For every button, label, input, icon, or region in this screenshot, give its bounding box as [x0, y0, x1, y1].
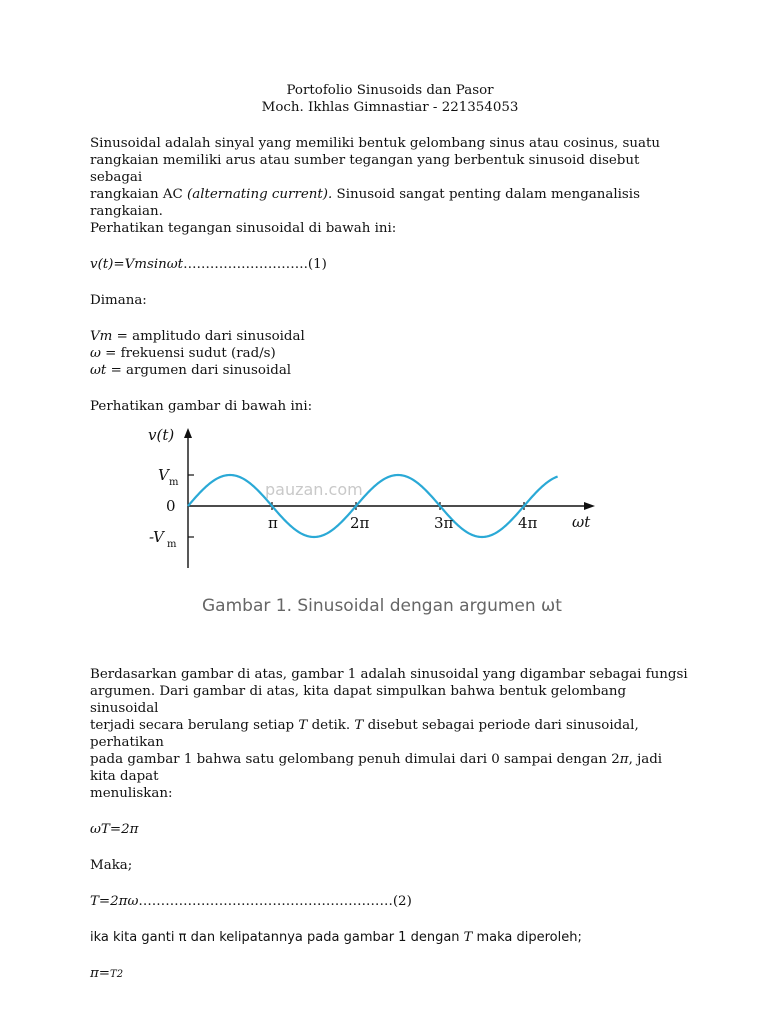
- equation-1: v(t)=Vmsinωt……………………….(1): [90, 257, 327, 272]
- x-axis-label: ωt: [572, 513, 591, 531]
- last-line: ika kita ganti π dan kelipatannya pada gambar 1 dengan T maka diperoleh;: [90, 930, 582, 945]
- doc-title: Portofolio Sinusoids dan Pasor: [286, 83, 494, 98]
- def-omega: ω = frekuensi sudut (rad/s): [90, 346, 276, 361]
- x-axis-arrow: [584, 502, 595, 510]
- intro-line-3: rangkaian AC (alternating current). Sinusoid sangat penting dalam menganalisis rangkaian.: [90, 187, 640, 219]
- y-label-neg-vm: -V: [149, 528, 164, 546]
- equation-pi: π=T2: [90, 966, 124, 981]
- watermark-text: pauzan.com: [265, 480, 363, 499]
- y-label-neg-vm-sub: m: [167, 539, 177, 550]
- doc-author: Moch. Ikhlas Gimnastiar - 221354053: [261, 100, 519, 115]
- y-label-vm: V: [158, 466, 169, 484]
- y-axis-arrow: [184, 428, 192, 438]
- body2-line-2: argumen. Dari gambar di atas, kita dapat simpulkan bahwa bentuk gelombang sinusoidal: [90, 684, 627, 716]
- intro-line-2: rangkaian memiliki arus atau sumber tegangan yang berbentuk sinusoid disebut sebagai: [90, 153, 640, 185]
- equation-2: T=2πω…………………………………………………(2): [90, 894, 412, 909]
- figure-caption: Gambar 1. Sinusoidal dengan argumen ωt: [202, 596, 562, 616]
- body2-line-5: menuliskan:: [90, 786, 173, 801]
- body2-line-4: pada gambar 1 bahwa satu gelombang penuh dimulai dari 0 sampai dengan 2π, jadi kita dapat: [90, 752, 663, 784]
- equation-omega-t: ωT=2π: [90, 822, 139, 837]
- x-tick-label: 2π: [350, 514, 370, 532]
- x-tick-label: 4π: [518, 514, 538, 532]
- body2-line-1: Berdasarkan gambar di atas, gambar 1 adalah sinusoidal yang digambar sebagai fungsi: [90, 667, 688, 682]
- maka-label: Maka;: [90, 858, 133, 873]
- y-label-vm-sub: m: [169, 477, 179, 488]
- perhatikan-gambar: Perhatikan gambar di bawah ini:: [90, 399, 313, 414]
- def-vm: Vm = amplitudo dari sinusoidal: [90, 329, 305, 344]
- document-page: [90, 82, 690, 415]
- y-label-zero: 0: [166, 497, 176, 515]
- def-omega-t: ωt = argumen dari sinusoidal: [90, 363, 292, 378]
- y-axis-label: v(t): [148, 426, 175, 444]
- sinusoid-chart: [140, 418, 600, 588]
- body2-line-3: terjadi secara berulang setiap T detik. T disebut sebagai periode dari sinusoidal, perhatikan: [90, 718, 639, 750]
- x-tick-label: π: [268, 514, 278, 532]
- x-tick-label: 3π: [434, 514, 454, 532]
- intro-line-1: Sinusoidal adalah sinyal yang memiliki bentuk gelombang sinus atau cosinus, suatu: [90, 136, 661, 151]
- document-page-2: [90, 666, 690, 983]
- dimana-label: Dimana:: [90, 293, 147, 308]
- intro-line-4: Perhatikan tegangan sinusoidal di bawah ini:: [90, 221, 397, 236]
